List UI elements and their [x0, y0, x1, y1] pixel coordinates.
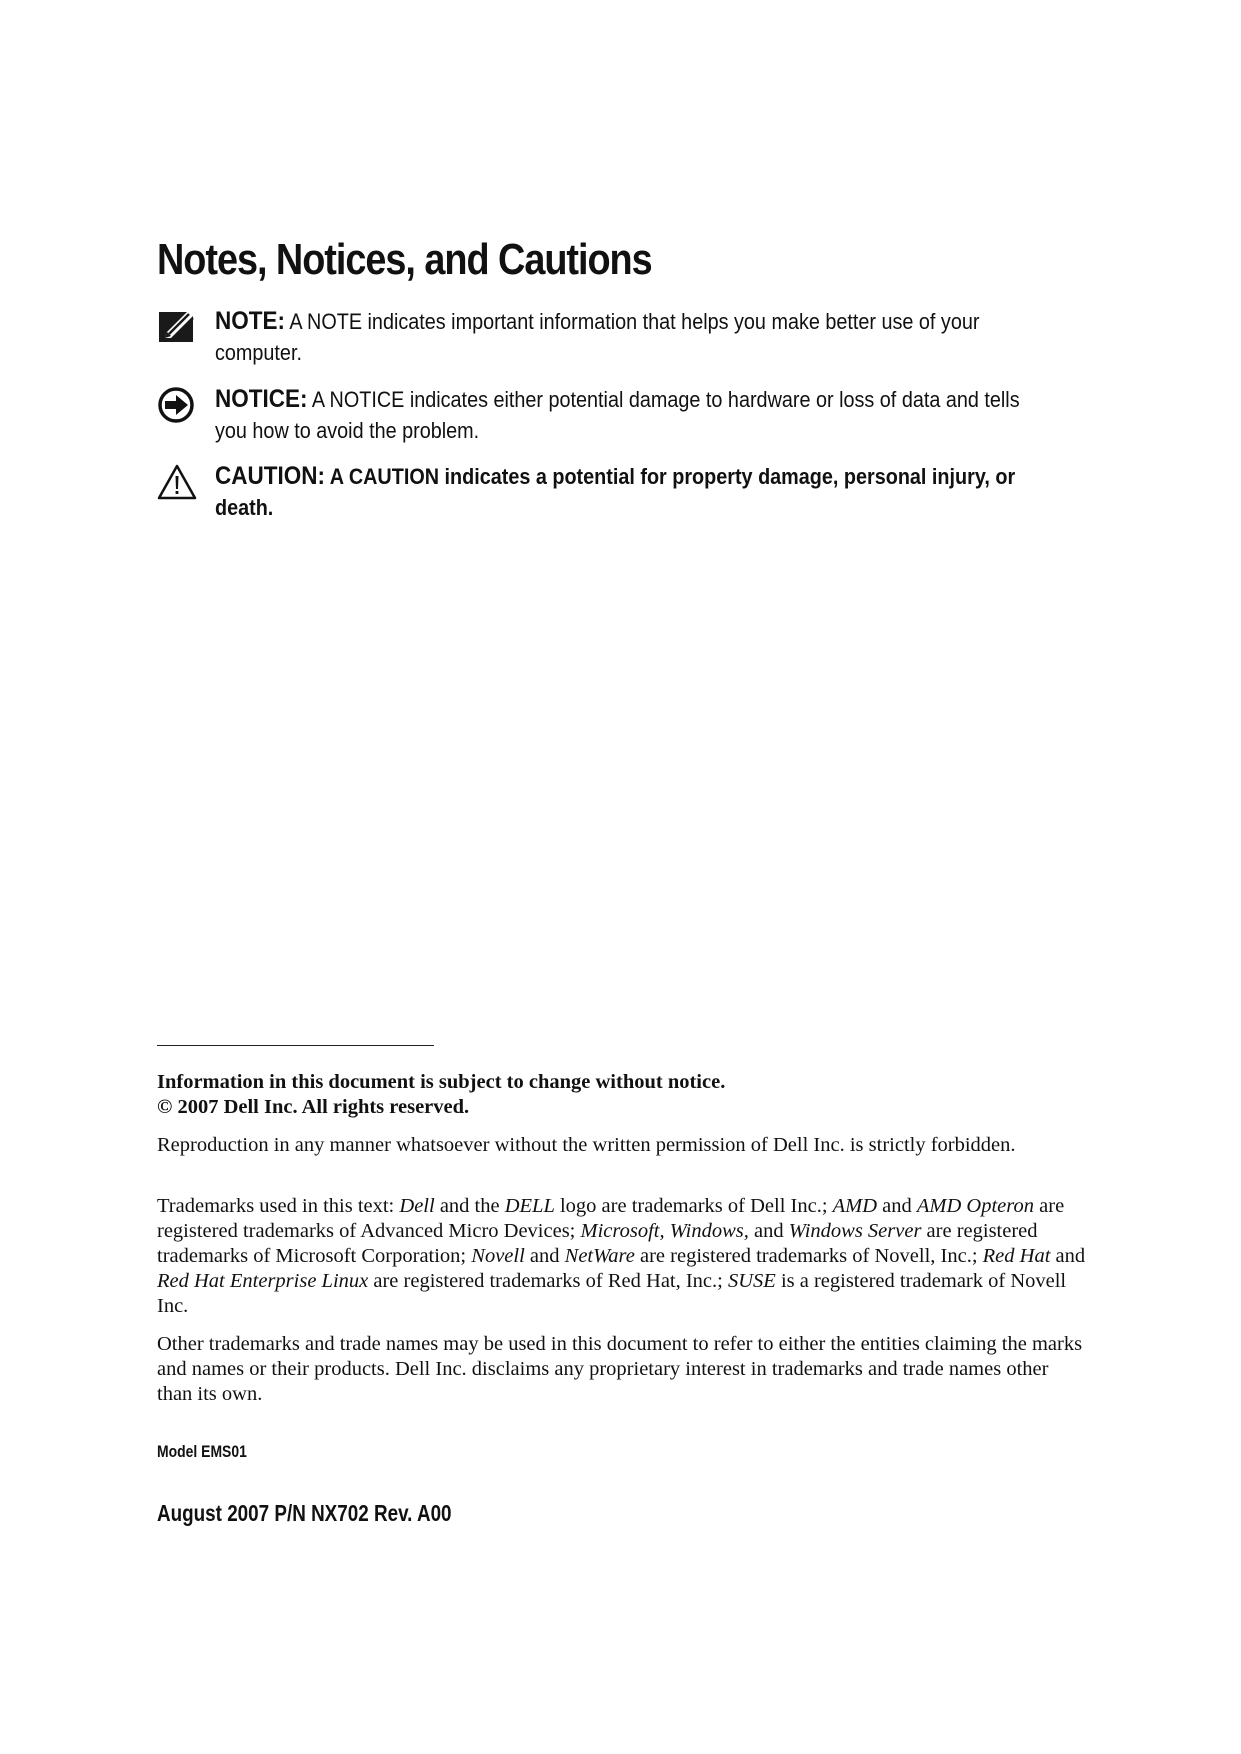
- trademarks-paragraph: [157, 1194, 1087, 1319]
- tm-dell: Dell: [399, 1195, 435, 1217]
- note-text: [215, 306, 1025, 368]
- tm-text: and the: [434, 1195, 505, 1217]
- caution-label: CAUTION:: [215, 462, 325, 490]
- tm-text: logo are trademarks of Dell Inc.;: [554, 1195, 833, 1217]
- note-label: NOTE:: [215, 307, 286, 335]
- reproduction-paragraph: Reproduction in any manner whatsoever without the written permission of Dell Inc. is strictly forbidden.: [157, 1134, 1016, 1156]
- legal-header: [157, 1070, 1087, 1120]
- tm-text: Trademarks used in this text:: [157, 1195, 400, 1217]
- tm-text: and: [1050, 1245, 1086, 1267]
- tm-text: are registered trademarks of Advanced Micro Devices;: [157, 1195, 1065, 1242]
- tm-netware: NetWare: [564, 1245, 635, 1267]
- caution-body: A CAUTION indicates a potential for property damage, personal injury, or death.: [215, 464, 1016, 520]
- tm-amd: AMD: [832, 1195, 878, 1217]
- tm-text: and: [748, 1220, 789, 1242]
- caution-text: [215, 461, 1025, 523]
- tm-windows-server: Windows Server: [788, 1220, 922, 1242]
- tm-text: and: [524, 1245, 565, 1267]
- notice-label: NOTICE:: [215, 385, 308, 413]
- model-number: Model EMS01: [157, 1442, 247, 1461]
- notice-text: [215, 384, 1025, 446]
- notice-body: A NOTICE indicates either potential damage to hardware or loss of data and tells you how to avoid the problem.: [215, 387, 1020, 443]
- pencil-icon: [157, 308, 199, 346]
- tm-amd-opteron: AMD Opteron: [916, 1195, 1035, 1217]
- note-body: A NOTE indicates important information that helps you make better use of your computer.: [215, 309, 980, 365]
- divider: [157, 1045, 434, 1046]
- tm-text: and: [877, 1195, 917, 1217]
- part-info: August 2007 P/N NX702 Rev. A00: [157, 1500, 452, 1526]
- page-title: Notes, Notices, and Cautions: [157, 235, 652, 284]
- copyright: © 2007 Dell Inc. All rights reserved.: [157, 1096, 470, 1118]
- tm-rhel: Red Hat Enterprise Linux: [157, 1270, 369, 1292]
- tm-dell-logo: DELL: [504, 1195, 555, 1217]
- tm-suse: SUSE: [727, 1270, 776, 1292]
- subject-to-change: Information in this document is subject to change without notice.: [157, 1071, 726, 1093]
- tm-text: are registered trademarks of Red Hat, Inc.;: [368, 1270, 728, 1292]
- other-trademarks-paragraph: Other trademarks and trade names may be used in this document to refer to either the entities claiming the marks and names or their products. Dell Inc. disclaims any proprietary interest in trademarks and trade names other than its own.: [157, 1333, 1083, 1405]
- tm-text: are registered trademarks of Microsoft Corporation;: [157, 1220, 1038, 1267]
- tm-text: is a registered trademark of Novell Inc.: [157, 1270, 1067, 1317]
- tm-text: are registered trademarks of Novell, Inc.;: [634, 1245, 983, 1267]
- warning-triangle-icon: [157, 463, 199, 501]
- tm-microsoft-windows: Microsoft, Windows,: [580, 1220, 749, 1242]
- tm-novell: Novell: [471, 1245, 525, 1267]
- tm-red-hat: Red Hat: [982, 1245, 1051, 1267]
- arrow-circle-icon: [157, 386, 199, 424]
